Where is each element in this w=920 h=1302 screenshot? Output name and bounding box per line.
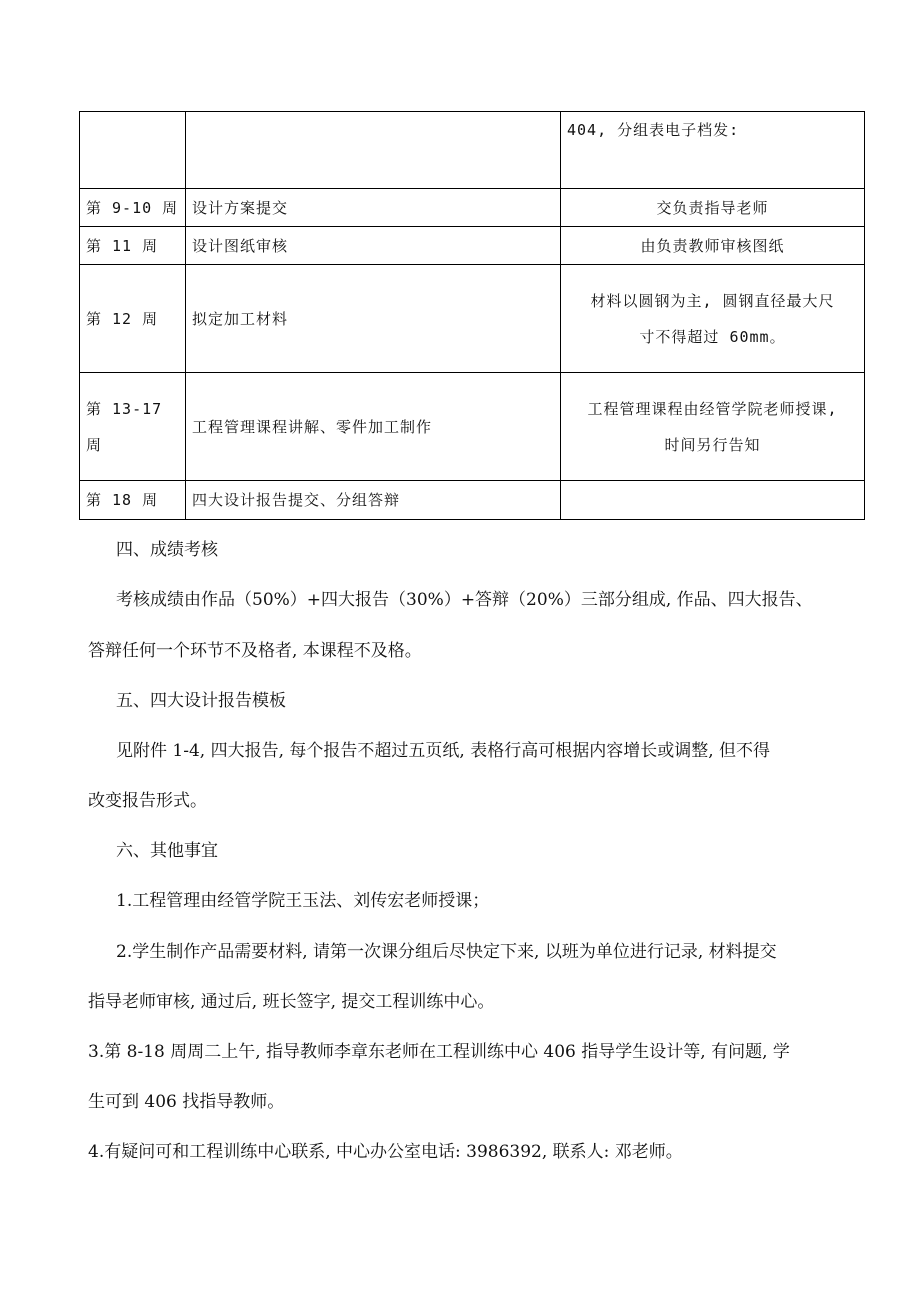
note-cell — [561, 373, 865, 481]
table-row — [80, 227, 865, 265]
paragraph-line: 改变报告形式。 — [88, 791, 207, 811]
week-cell: 第 12 周 — [80, 265, 186, 373]
table-row — [80, 112, 865, 189]
table-row — [80, 189, 865, 227]
week-cell: 第 18 周 — [80, 481, 186, 520]
task-cell: 设计方案提交 — [186, 189, 561, 227]
paragraph-line: 考核成绩由作品（50%）+四大报告（30%）+答辩（20%）三部分组成, 作品、四大报告、 — [116, 590, 813, 610]
week-cell: 第 9-10 周 — [80, 189, 186, 227]
note-cell: 404, 分组表电子档发: — [561, 112, 865, 189]
list-item-continuation: 生可到 406 找指导教师。 — [88, 1092, 285, 1112]
note-cell — [561, 481, 865, 520]
section-heading: 六、其他事宜 — [116, 841, 218, 861]
list-item: 1.工程管理由经管学院王玉法、刘传宏老师授课； — [116, 891, 490, 911]
week-cell — [80, 112, 186, 189]
note-line: 工程管理课程由经管学院老师授课, — [587, 399, 838, 418]
task-cell: 工程管理课程讲解、零件加工制作 — [186, 373, 561, 481]
paragraph-line: 答辩任何一个环节不及格者, 本课程不及格。 — [88, 641, 422, 661]
note-cell — [561, 265, 865, 373]
week-cell: 第 13-17 周 — [80, 373, 186, 481]
note-line: 寸不得超过 60mm。 — [639, 327, 786, 346]
task-cell — [186, 112, 561, 189]
table-row — [80, 481, 865, 520]
task-cell: 设计图纸审核 — [186, 227, 561, 265]
note-cell: 交负责指导老师 — [561, 189, 865, 227]
section-heading: 五、四大设计报告模板 — [116, 691, 286, 711]
list-item: 3.第 8-18 周周二上午, 指导教师李章东老师在工程训练中心 406 指导学生设计等, 有问题, 学 — [88, 1042, 790, 1062]
table-row — [80, 373, 865, 481]
table-row — [80, 265, 865, 373]
note-cell: 由负责教师审核图纸 — [561, 227, 865, 265]
task-cell: 四大设计报告提交、分组答辩 — [186, 481, 561, 520]
paragraph-line: 见附件 1-4, 四大报告, 每个报告不超过五页纸, 表格行高可根据内容增长或调整, 但不得 — [116, 741, 771, 761]
week-cell: 第 11 周 — [80, 227, 186, 265]
list-item-continuation: 指导老师审核, 通过后, 班长签字, 提交工程训练中心。 — [88, 992, 495, 1012]
schedule-table — [79, 111, 865, 520]
section-heading: 四、成绩考核 — [116, 540, 218, 560]
note-line: 时间另行告知 — [664, 435, 761, 454]
list-item: 2.学生制作产品需要材料, 请第一次课分组后尽快定下来, 以班为单位进行记录, 材料提交 — [116, 942, 777, 962]
task-cell: 拟定加工材料 — [186, 265, 561, 373]
list-item: 4.有疑问可和工程训练中心联系, 中心办公室电话: 3986392, 联系人: 邓老师。 — [88, 1142, 683, 1162]
note-line: 材料以圆钢为主, 圆钢直径最大尺 — [590, 291, 835, 310]
